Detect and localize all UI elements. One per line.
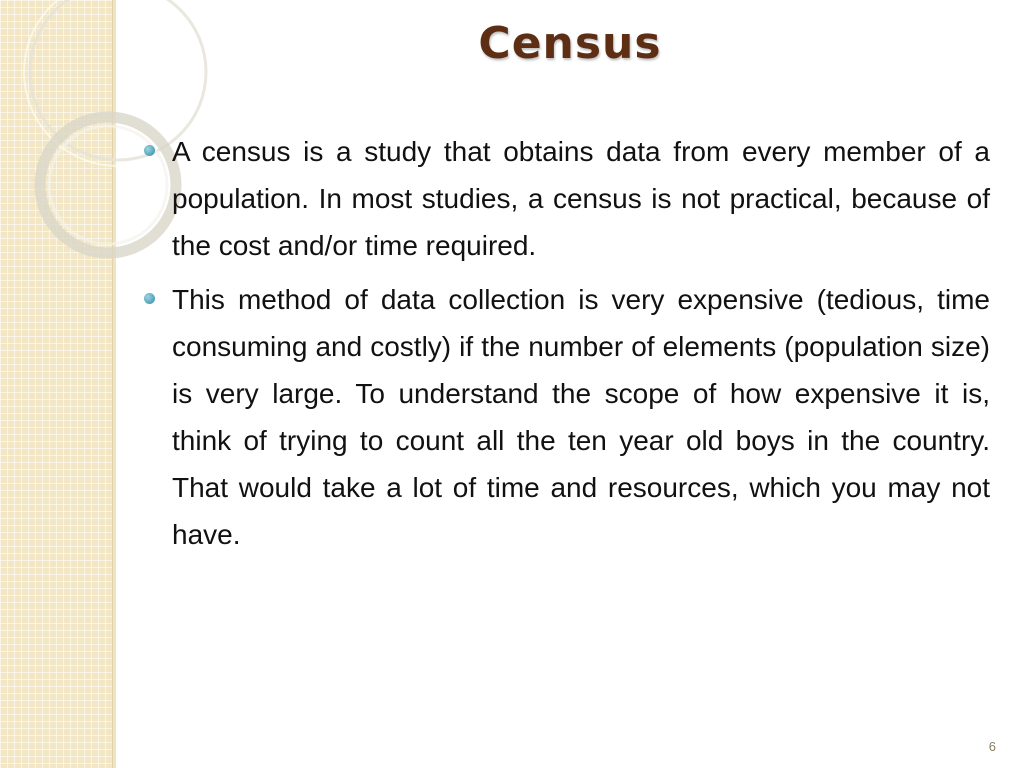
bullet-text: A census is a study that obtains data from every member of a population. In most studies, a census is not practical, because of the cost and/or time required. — [172, 136, 990, 261]
bullet-list — [172, 128, 990, 565]
bullet-text: This method of data collection is very expensive (tedious, time consuming and costly) if the number of elements (population size) is very large. To understand the scope of how expensive it is, think of trying to count all the ten year old boys in the country. That would take a lot of time and resources, which you may not have. — [172, 284, 990, 550]
bullet-item — [172, 276, 990, 558]
bullet-dot-icon — [144, 145, 155, 156]
page-number: 6 — [988, 739, 996, 754]
slide-title: Census — [478, 18, 662, 69]
bullet-dot-icon — [144, 293, 155, 304]
bullet-item — [172, 128, 990, 269]
